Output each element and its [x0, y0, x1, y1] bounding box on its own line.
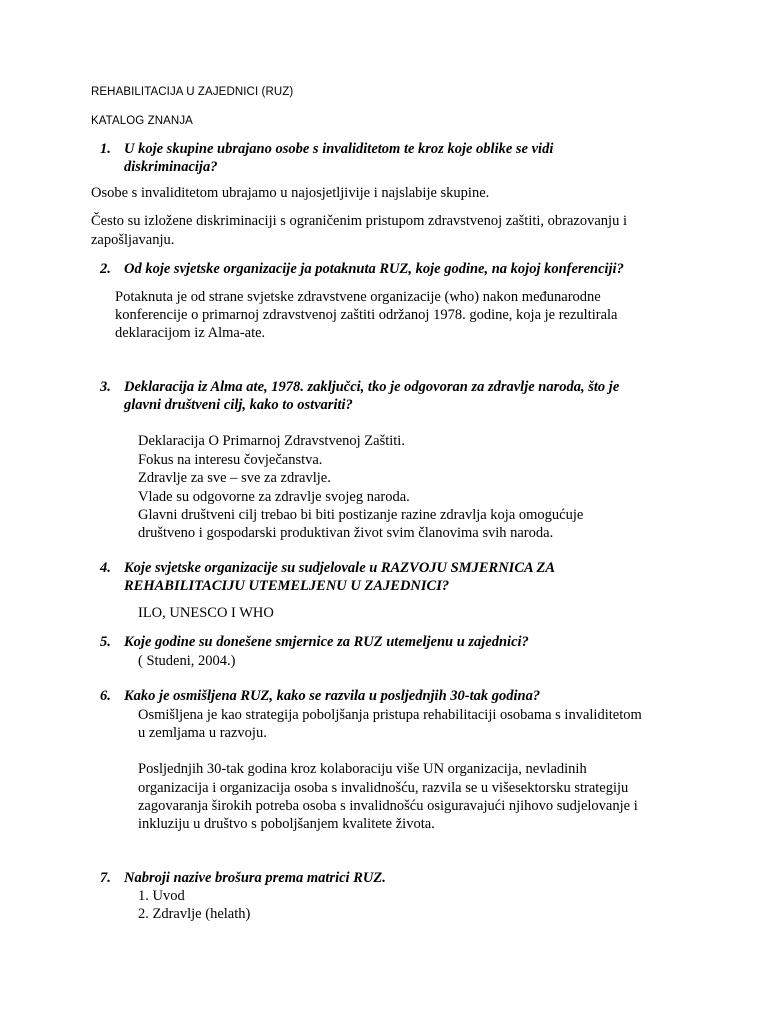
- answer-line: Potaknuta je od strane svjetske zdravstvene organizacije (who) nakon međunarodne: [115, 289, 601, 305]
- question-text: Od koje svjetske organizacije ja potaknuta RUZ, koje godine, na kojoj konferenciji?: [124, 261, 624, 277]
- question-number: 5.: [100, 634, 111, 650]
- answer-line: društveno i gospodarski produktivan život svim članovima svih naroda.: [138, 525, 554, 541]
- question-text: glavni društveni cilj, kako to ostvariti?: [124, 397, 353, 413]
- question-text: U koje skupine ubrajano osobe s invaliditetom te kroz koje oblike se vidi: [124, 141, 554, 157]
- question-number: 6.: [100, 688, 111, 704]
- answer-line: ILO, UNESCO I WHO: [138, 605, 274, 621]
- document-title: REHABILITACIJA U ZAJEDNICI (RUZ): [91, 86, 294, 98]
- question-number: 2.: [100, 261, 111, 277]
- answer-line: 1. Uvod: [138, 888, 185, 904]
- question-number: 7.: [100, 870, 111, 886]
- question-text: Kako je osmišljena RUZ, kako se razvila u posljednjih 30-tak godina?: [124, 688, 541, 704]
- answer-line: Posljednjih 30-tak godina kroz kolaboraciju više UN organizacija, nevladinih: [138, 761, 587, 777]
- answer-line: Često su izložene diskriminaciji s ograničenim pristupom zdravstvenoj zaštiti, obrazovanju i: [91, 213, 627, 229]
- answer-line: u zemljama u razvoju.: [138, 725, 267, 741]
- answer-line: zagovaranja širokih potreba osoba s invalidnošću osiguravajući njihovo sudjelovanje i: [138, 798, 638, 814]
- answer-line: Glavni društveni cilj trebao bi biti postizanje razine zdravlja koja omogućuje: [138, 507, 584, 523]
- question-text: Deklaracija iz Alma ate, 1978. zaključci, tko je odgovoran za zdravlje naroda, što je: [124, 379, 620, 395]
- question-text: diskriminacija?: [124, 159, 218, 175]
- answer-line: Fokus na interesu čovječanstva.: [138, 452, 323, 468]
- answer-line: deklaracijom iz Alma-ate.: [115, 325, 266, 341]
- document-subtitle: KATALOG ZNANJA: [91, 115, 193, 127]
- answer-line: zapošljavanju.: [91, 232, 175, 248]
- answer-line: konferencije o primarnoj zdravstvenoj zaštiti održanoj 1978. godine, koja je rezultirala: [115, 307, 618, 323]
- question-number: 4.: [100, 560, 111, 576]
- question-text: Koje godine su donešene smjernice za RUZ utemeljenu u zajednici?: [124, 634, 529, 650]
- question-text: Nabroji nazive brošura prema matrici RUZ.: [124, 870, 386, 886]
- answer-line: Osmišljena je kao strategija poboljšanja pristupa rehabilitaciji osobama s invaliditetom: [138, 707, 642, 723]
- question-text: REHABILITACIJU UTEMELJENU U ZAJEDNICI?: [124, 578, 450, 594]
- question-text: Koje svjetske organizacije su sudjelovale u RAZVOJU SMJERNICA ZA: [124, 560, 556, 576]
- answer-line: Deklaracija O Primarnoj Zdravstvenoj Zaštiti.: [138, 433, 405, 449]
- answer-line: organizacija i organizacija osoba s invalidnošću, razvila se u višesektorsku strategiju: [138, 780, 629, 796]
- question-number: 3.: [100, 379, 111, 395]
- answer-line: Osobe s invaliditetom ubrajamo u najosjetljivije i najslabije skupine.: [91, 185, 490, 201]
- answer-line: Zdravlje za sve – sve za zdravlje.: [138, 470, 331, 486]
- answer-line: 2. Zdravlje (helath): [138, 906, 251, 922]
- answer-line: Vlade su odgovorne za zdravlje svojeg naroda.: [138, 489, 410, 505]
- answer-line: inkluziju u društvo s poboljšanjem kvalitete života.: [138, 816, 435, 832]
- answer-line: ( Studeni, 2004.): [138, 653, 236, 669]
- question-number: 1.: [100, 141, 111, 157]
